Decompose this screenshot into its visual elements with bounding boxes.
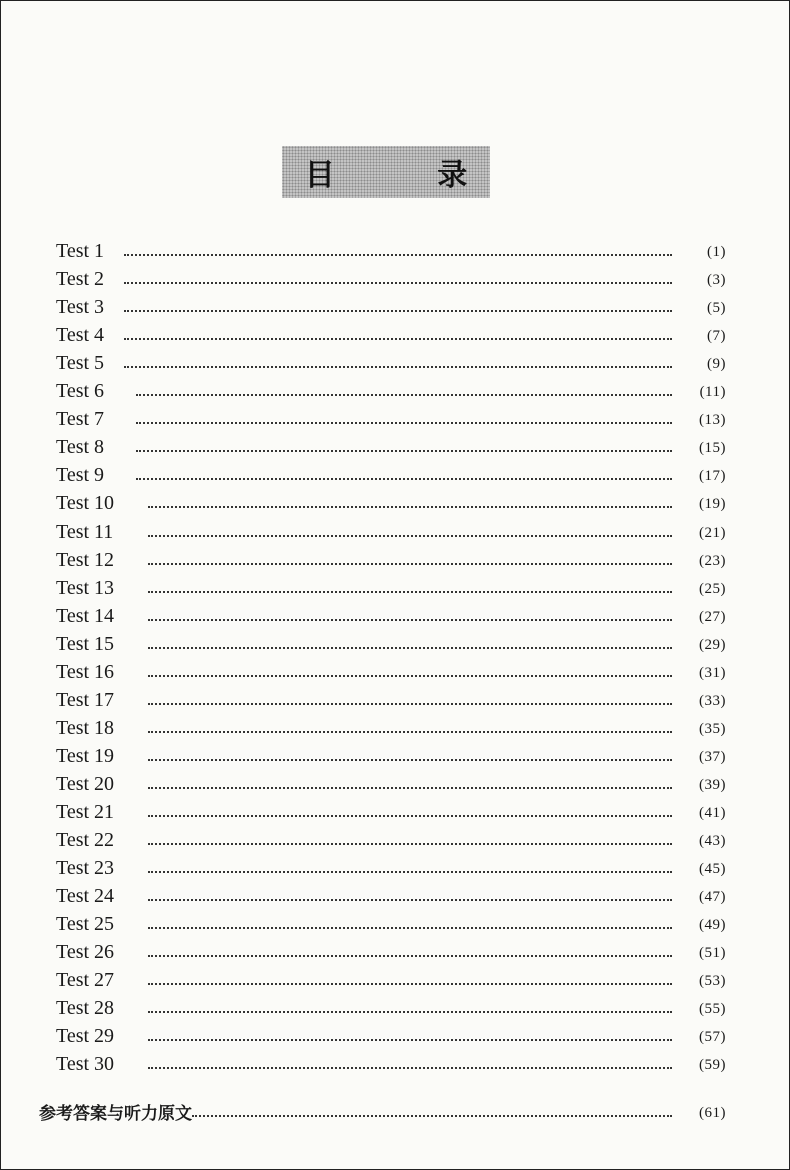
dot-leader xyxy=(148,646,672,649)
toc-entry-label: Test 29 xyxy=(56,1025,115,1048)
toc-entry[interactable] xyxy=(56,235,726,263)
toc-entry[interactable] xyxy=(56,628,726,656)
toc-entry-label: Test 16 xyxy=(56,660,115,683)
dot-leader xyxy=(124,309,672,312)
toc-entry-page: (3) xyxy=(707,272,726,289)
toc-entry[interactable] xyxy=(56,263,726,291)
toc-entry-label: Test 14 xyxy=(56,604,115,627)
toc-entry[interactable] xyxy=(56,824,726,852)
toc-entry-label: Test 9 xyxy=(56,464,105,487)
toc-entry-label: Test 6 xyxy=(56,380,105,403)
toc-entry-label: Test 10 xyxy=(56,492,115,515)
toc-entry[interactable] xyxy=(56,600,726,628)
toc-entry-label: Test 15 xyxy=(56,632,115,655)
toc-entry-page: (39) xyxy=(699,776,726,793)
dot-leader xyxy=(148,1038,672,1041)
toc-entry-page: (41) xyxy=(699,804,726,821)
toc-entry[interactable] xyxy=(56,459,726,487)
toc-entry-label: Test 17 xyxy=(56,688,115,711)
toc-entry[interactable] xyxy=(56,1020,726,1048)
toc-entry[interactable] xyxy=(56,908,726,936)
toc-entry-label: Test 19 xyxy=(56,744,115,767)
toc-entry[interactable] xyxy=(56,403,726,431)
dot-leader xyxy=(136,393,672,396)
toc-entry-label: Test 22 xyxy=(56,829,115,852)
toc-entry-label: Test 11 xyxy=(56,520,114,543)
dot-leader xyxy=(124,337,672,340)
toc-entry[interactable] xyxy=(56,515,726,543)
toc-entry[interactable] xyxy=(56,319,726,347)
toc-entry[interactable] xyxy=(56,544,726,572)
dot-leader xyxy=(148,562,672,565)
dot-leader xyxy=(124,365,672,368)
toc-entry-label: Test 23 xyxy=(56,857,115,880)
toc-entry[interactable] xyxy=(56,375,726,403)
toc-entry-page: (11) xyxy=(699,384,726,401)
toc-entry[interactable] xyxy=(56,572,726,600)
toc-entry[interactable] xyxy=(56,796,726,824)
dot-leader xyxy=(124,253,672,256)
toc-entry-label: Test 5 xyxy=(56,352,105,375)
toc-title: 目 录 xyxy=(304,158,514,193)
toc-entry-page: (55) xyxy=(699,1001,726,1018)
dot-leader xyxy=(148,758,672,761)
dot-leader xyxy=(192,1114,672,1117)
toc-entry[interactable] xyxy=(56,431,726,459)
toc-entry-page: (13) xyxy=(699,412,726,429)
toc-entry-label: Test 13 xyxy=(56,576,115,599)
toc-entry-page: (25) xyxy=(699,580,726,597)
toc-entry-page: (31) xyxy=(699,664,726,681)
toc-entry[interactable] xyxy=(56,1048,726,1076)
toc-entry[interactable] xyxy=(56,347,726,375)
dot-leader xyxy=(148,814,672,817)
toc-entry-page: (21) xyxy=(699,524,726,541)
toc-entry-label: Test 25 xyxy=(56,913,115,936)
toc-entry-label: Test 18 xyxy=(56,716,115,739)
dot-leader xyxy=(148,926,672,929)
toc-entry-label: Test 1 xyxy=(56,240,105,263)
dot-leader xyxy=(148,534,672,537)
dot-leader xyxy=(148,1066,672,1069)
toc-entry-page: (57) xyxy=(699,1029,726,1046)
toc-entry-page: (7) xyxy=(707,328,726,345)
toc-entry-label: Test 20 xyxy=(56,772,115,795)
toc-entry[interactable] xyxy=(56,487,726,515)
toc-entry-page: (51) xyxy=(699,945,726,962)
dot-leader xyxy=(136,477,672,480)
toc-entry-label: Test 30 xyxy=(56,1053,115,1076)
dot-leader xyxy=(148,618,672,621)
toc-entry-label: Test 2 xyxy=(56,268,105,291)
toc-entry-label: Test 21 xyxy=(56,800,115,823)
toc-entry-label: Test 26 xyxy=(56,941,115,964)
toc-entry-label: Test 24 xyxy=(56,885,115,908)
toc-entry[interactable] xyxy=(56,684,726,712)
toc-entry[interactable] xyxy=(56,768,726,796)
toc-entry-page: (45) xyxy=(699,861,726,878)
dot-leader xyxy=(136,449,672,452)
toc-entry-page: (53) xyxy=(699,973,726,990)
dot-leader xyxy=(148,1010,672,1013)
toc-entry-page: (59) xyxy=(699,1057,726,1074)
toc-entry[interactable] xyxy=(56,740,726,768)
toc-entry[interactable] xyxy=(56,964,726,992)
dot-leader xyxy=(148,505,672,508)
dot-leader xyxy=(148,730,672,733)
toc-entry-page: (29) xyxy=(699,636,726,653)
toc-entry-page: (27) xyxy=(699,608,726,625)
toc-entry-page: (23) xyxy=(699,552,726,569)
toc-entry-label: Test 8 xyxy=(56,436,105,459)
toc-entry-page: (47) xyxy=(699,889,726,906)
toc-entry-page: (37) xyxy=(699,748,726,765)
toc-entry[interactable] xyxy=(56,852,726,880)
dot-leader xyxy=(148,786,672,789)
toc-entry-page: (19) xyxy=(699,496,726,513)
toc-list xyxy=(56,235,726,1076)
toc-entry[interactable] xyxy=(56,656,726,684)
dot-leader xyxy=(148,842,672,845)
toc-entry-page: (5) xyxy=(707,300,726,317)
toc-entry-page: (33) xyxy=(699,692,726,709)
toc-entry-page: (43) xyxy=(699,833,726,850)
toc-entry[interactable] xyxy=(56,992,726,1020)
dot-leader xyxy=(148,702,672,705)
toc-entry-page: (9) xyxy=(707,356,726,373)
toc-entry-label: Test 12 xyxy=(56,548,115,571)
toc-entry-page: (35) xyxy=(699,720,726,737)
toc-entry-page: (15) xyxy=(699,440,726,457)
dot-leader xyxy=(148,982,672,985)
toc-entry-label: Test 27 xyxy=(56,969,115,992)
toc-entry-page: (17) xyxy=(699,468,726,485)
toc-entry-answers[interactable] xyxy=(39,1096,726,1124)
toc-entry-label: Test 7 xyxy=(56,408,105,431)
toc-entry[interactable] xyxy=(56,291,726,319)
dot-leader xyxy=(148,674,672,677)
dot-leader xyxy=(148,954,672,957)
dot-leader xyxy=(148,898,672,901)
toc-entry-label: Test 28 xyxy=(56,997,115,1020)
dot-leader xyxy=(124,281,672,284)
toc-entry[interactable] xyxy=(56,712,726,740)
dot-leader xyxy=(136,421,672,424)
toc-entry-page: (61) xyxy=(699,1105,726,1121)
toc-entry-label: Test 3 xyxy=(56,296,105,319)
dot-leader xyxy=(148,870,672,873)
toc-entry[interactable] xyxy=(56,936,726,964)
toc-entry-page: (49) xyxy=(699,917,726,934)
dot-leader xyxy=(148,590,672,593)
toc-entry[interactable] xyxy=(56,880,726,908)
toc-title-banner xyxy=(282,146,514,198)
toc-entry-page: (1) xyxy=(707,244,726,261)
toc-entry-label: 参考答案与听力原文 xyxy=(39,1104,192,1124)
toc-entry-label: Test 4 xyxy=(56,324,105,347)
